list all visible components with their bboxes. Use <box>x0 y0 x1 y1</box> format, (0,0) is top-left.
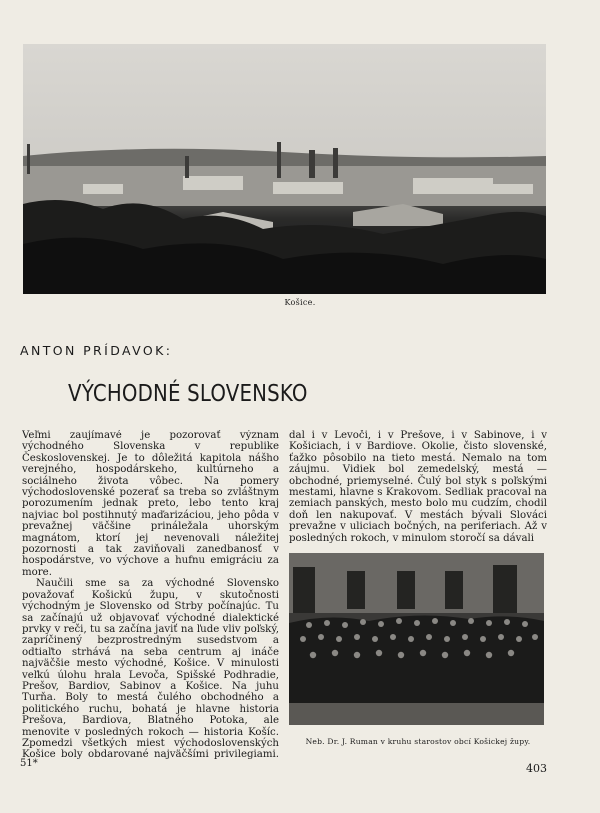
group-portrait-photo <box>289 553 544 725</box>
paragraph: Veľmi zaujímavé je pozorovať význam východného Slovenska v republike Československej. Je to dôležitá kapitola nášho verejného, hospodárskeho, kultúrneho a sociálneho života vôbec. Na pomery východoslovenské pozerať sa treba so zvláštnym porozumením jednak preto, lebo tento kraj najviac bol postihnutý maďarizáciou, jeho pôda v prevažnej väčšine prináležala uhorským magnátom, ktorí jej nevenovali náležitej pozornosti a tak zaviňovali zanedbanosť v hospodárstve, vo výchove a hufnu emigráciu za more. <box>22 430 279 578</box>
article-title: VÝCHODNÉ SLOVENSKO <box>68 381 308 407</box>
text-column-right <box>289 430 547 548</box>
article-author: ANTON PRÍDAVOK: <box>20 343 173 358</box>
kosice-panorama-image <box>23 44 546 294</box>
paragraph: Naučili sme sa za východné Slovensko považovať Košickú župu, v skutočnosti východným je Slovensko od Strby počínajúc. Tu sa začínajú už objavovať východné dialektické prvky v reči, tu sa začína javiť na ľude vliv poľský, zapríčinený bezprostredným susedstvom a odtiaľto strhává na seba centrum aj ináče najväčšie mesto východné, Košice. V minulosti veľkú úlohu hrala Levoča, Spišské Podhradie, Prešov, Bardiov, Sabinov a Košice. Na juhu Turňa. Boly to mestá čulého obchodného a politického ruchu, bohatá je hlavne historia Prešova, Bardiova, Blatného Potoka, ale menovite v posledných rokoch — historia Košíc. Zpomedzi všetkých miest východoslovenských Košice boly obdarované najväčšími privilegiami. <box>22 578 279 760</box>
photo-caption-kosice: Košice. <box>284 298 316 307</box>
signature-mark: 51* <box>20 758 38 769</box>
paragraph: dal i v Levoči, i v Prešove, i v Sabinove, i v Košiciach, i v Bardiove. Okolie, čisto slovenské, ťažko pôsobilo na tieto mestá. Nemalo na tom záujmu. Vidiek bol zemedelský, mestá — obchodné, priemyselné. Čulý bol styk s poľskými mestami, hlavne s Krakovom. Sedliak pracoval na zemiach panských, mesto bolo mu cudzím, chodil doň len nakupovať. V mestách bývali Slováci prevažne v uliciach bočných, na periferiach. Až v posledných rokoch, v minulom storočí sa dávali <box>289 430 547 544</box>
group-portrait-image <box>289 553 544 725</box>
photo-caption-group: Neb. Dr. J. Ruman v kruhu starostov obcí Košickej župy. <box>305 737 531 746</box>
kosice-panorama-photo <box>23 44 546 294</box>
page-number: 403 <box>526 762 547 775</box>
text-column-left <box>22 430 279 760</box>
